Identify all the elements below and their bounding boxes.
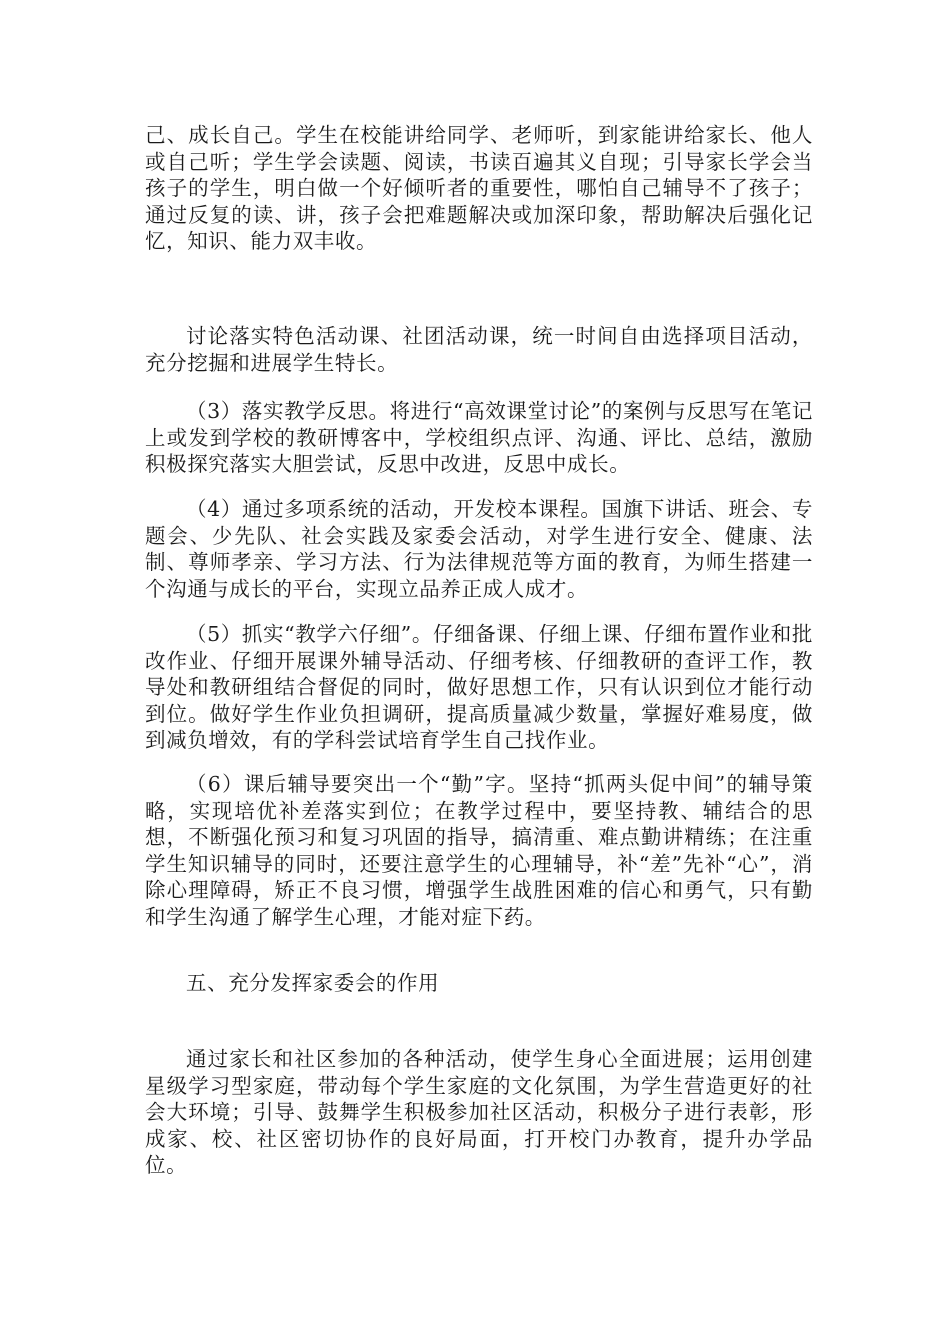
paragraph-activity-classes: 讨论落实特色活动课、社团活动课，统一时间自由选择项目活动，充分挖掘和进展学生特长。 (145, 324, 813, 375)
paragraph-item-5: （5）抓实“教学六仔细”。仔细备课、仔细上课、仔细布置作业和批改作业、仔细开展课外辅导活动、仔细考核、仔细教研的查评工作，教导处和教研组结合督促的同时，做好思想工作，只有认识到位才能行动到位。做好学生作业负担调研，提高质量减少数量，掌握好难易度，做到减负增效，有的学科尝试培育学生自己找作业。 (145, 622, 813, 752)
paragraph-item-3: （3）落实教学反思。将进行“高效课堂讨论”的案例与反思写在笔记上或发到学校的教研博客中，学校组织点评、沟通、评比、总结，激励积极探究落实大胆尝试，反思中改进，反思中成长。 (145, 399, 813, 476)
paragraph-item-6: （6）课后辅导要突出一个“勤”字。坚持“抓两头促中间”的辅导策略，实现培优补差落实到位；在教学过程中，要坚持教、辅结合的思想，不断强化预习和复习巩固的指导，搞清重、难点勤讲精练；在注重学生知识辅导的同时，还要注意学生的心理辅导，补“差”先补“心”，消除心理障碍，矫正不良习惯，增强学生战胜困难的信心和勇气，只有勤和学生沟通了解学生心理，才能对症下药。 (145, 772, 813, 929)
paragraph-item-4: （4）通过多项系统的活动，开发校本课程。国旗下讲话、班会、专题会、少先队、社会实践及家委会活动，对学生进行安全、健康、法制、尊师孝亲、学习方法、行为法律规范等方面的教育，为师生搭建一个沟通与成长的平台，实现立品养正成人成才。 (145, 497, 813, 601)
paragraph-continuation: 己、成长自己。学生在校能讲给同学、老师听，到家能讲给家长、他人或自己听；学生学会读题、阅读，书读百遍其义自现；引导家长学会当孩子的学生，明白做一个好倾听者的重要性，哪怕自己辅导不了孩子；通过反复的读、讲，孩子会把难题解决或加深印象，帮助解决后强化记忆，知识、能力双丰收。 (145, 123, 813, 253)
section-heading-5: 五、充分发挥家委会的作用 (186, 971, 440, 995)
paragraph-parent-committee: 通过家长和社区参加的各种活动，使学生身心全面进展；运用创建星级学习型家庭，带动每个学生家庭的文化氛围，为学生营造更好的社会大环境；引导、鼓舞学生积极参加社区活动，积极分子进行表彰，形成家、校、社区密切协作的良好局面，打开校门办教育，提升办学品位。 (145, 1047, 813, 1177)
